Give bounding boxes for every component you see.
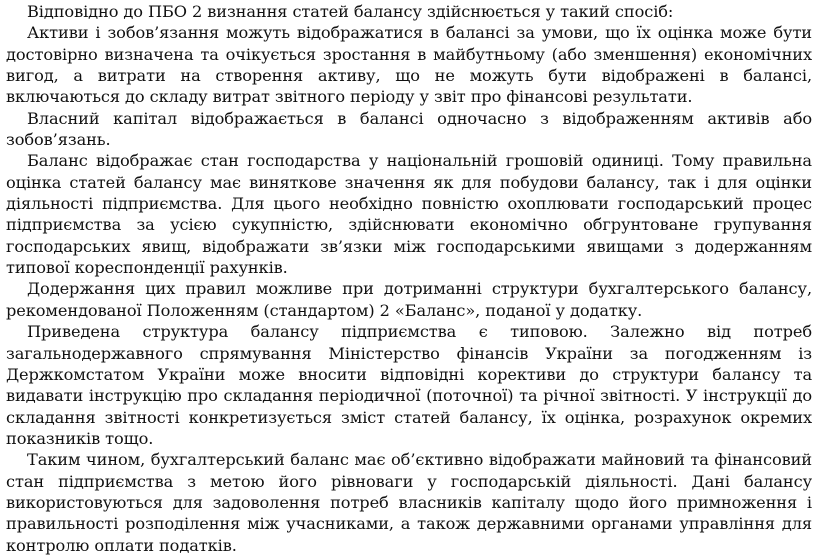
- paragraph-equity: Власний капітал відображається в балансі одночасно з відображенням активів або зобов’язань.: [6, 108, 812, 150]
- paragraph-typical-structure: Приведена структура балансу підприємства є типовою. Залежно від потреб загальнодержавного спрямування Міністерство фінансів України за погодженням із Держкомстатом України може вносити відповідні корективи до структури балансу та видавати інструкцію про складання періодичної (поточної) та річної звітності. У інструкції до складання звітності конкретизується зміст статей балансу, їх оцінка, розрахунок окремих показників тощо.: [6, 322, 812, 448]
- paragraph-conclusion: Таким чином, бухгалтерський баланс має об’єктивно відображати майновий та фінансовий стан підприємства з метою його рівноваги у господарській діяльності. Дані балансу використовуються для задоволення потреб власників капіталу щодо його примноження і правильності розподілення між учасниками, а також державними органами управління для контролю оплати податків.: [6, 450, 812, 555]
- paragraph-assets-liabilities: Активи і зобов’язання можуть відображатися в балансі за умови, що їх оцінка може бути достовірно визначена та очікується зростання в майбутньому (або зменшення) економічних вигод, а витрати на створення активу, що не можуть бути відображені в балансі, включаються до складу витрат звітного періоду у звіт про фінансові результати.: [6, 23, 812, 107]
- paragraph-intro: Відповідно до ПБО 2 визнання статей балансу здійснюється у такий спосіб:: [27, 2, 674, 21]
- paragraph-structure-rules: Додержання цих правил можливе при дотриманні структури бухгалтерського балансу, рекомендованої Положенням (стандартом) 2 «Баланс», поданої у додатку.: [6, 279, 812, 320]
- paragraph-balance-valuation: Баланс відображає стан господарства у національній грошовій одиниці. Тому правильна оцінка статей балансу має виняткове значення як для побудови балансу, так і для оцінки діяльності підприємства. Для цього необхідно повністю охоплювати господарський процес підприємства за усією сукупністю, здійснювати економічно обгрунтоване групування господарських явищ, відображати зв’язки між господарськими явищами з додержанням типової кореспонденції рахунків.: [6, 151, 812, 278]
